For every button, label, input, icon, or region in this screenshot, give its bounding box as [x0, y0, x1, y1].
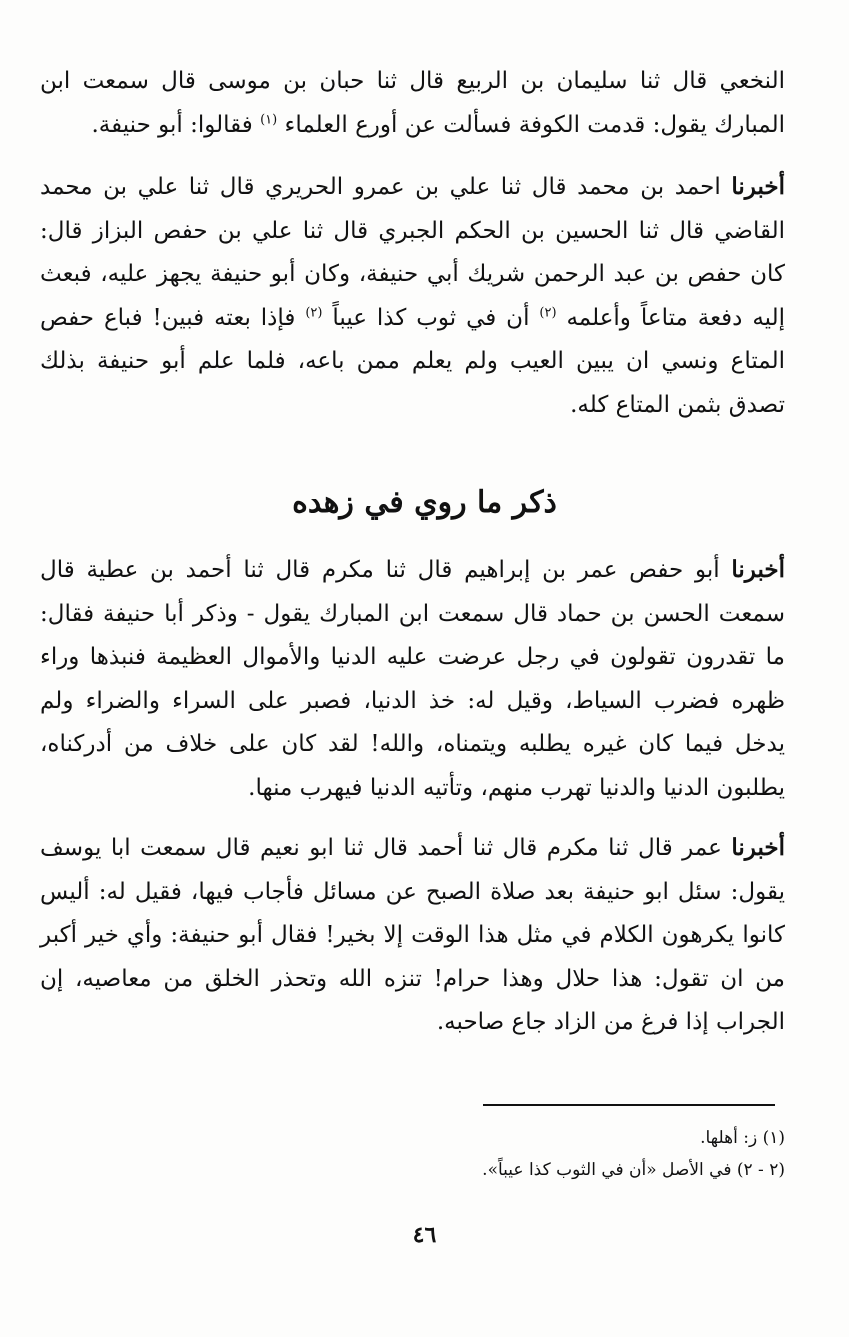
- paragraph-3-lead: أخبرنا: [731, 556, 785, 583]
- paragraph-2-text-b: أن في ثوب كذا عيباً: [332, 304, 530, 331]
- paragraph-3-text: أبو حفص عمر بن إبراهيم قال ثنا مكرم قال ثنا أحمد بن عطية قال سمعت الحسن بن حماد قال سمعت ابن المبارك يقول - وذكر أبا حنيفة فقال: ما تقدرون تقولون في رجل عرضت عليه الدنيا والأموال العظيمة فنبذها وراء ظهره فضرب السياط، وقيل له: خذ الدنيا، فصبر على السراء والضراء ولم يدخل فيما كان غيره يطلبه ويتمناه، والله! لقد كان على خلاف من أدركناه، يطلبون الدنيا والدنيا تهرب منهم، وتأتيه الدنيا فيهرب منها.: [40, 557, 785, 801]
- paragraph-1: [40, 60, 785, 147]
- section-heading: ذكر ما روي في زهده: [292, 485, 557, 520]
- paragraph-4-lead: أخبرنا: [731, 834, 785, 861]
- paragraph-4: [40, 826, 785, 1045]
- paragraph-1-text-a: النخعي قال ثنا سليمان بن الربيع قال ثنا حبان بن موسى قال سمعت ابن المبارك يقول: قدمت الكوفة فسألت عن أورع العلماء: [40, 68, 785, 138]
- paragraph-2-text-c: فإذا بعته فبين! فباع حفص المتاع ونسي ان يبين العيب ولم يعلم ممن باعه، فلما علم أبو حنيفة بذلك تصدق بثمن المتاع كله.: [40, 304, 785, 418]
- paragraph-2-text-a: احمد بن محمد قال ثنا علي بن عمرو الحريري قال ثنا علي بن محمد القاضي قال ثنا الحسين بن الحكم الجبري قال ثنا علي بن حفص البزاز قال: كان حفص بن عبد الرحمن شريك أبي حنيفة، وكان أبو حنيفة يجهز عليه، فبعث إليه دفعة متاعاً وأعلمه: [40, 174, 786, 331]
- footnote-2: (٢ - ٢) في الأصل «أن في الثوب كذا عيباً».: [482, 1160, 785, 1180]
- footnote-ref-1: (١): [260, 111, 278, 127]
- paragraph-3: [40, 548, 785, 810]
- footnote-1: (١) ز: أهلها.: [700, 1128, 785, 1148]
- page-number: ٤٦: [412, 1222, 437, 1248]
- paragraph-2: [40, 165, 785, 427]
- footnote-divider: [483, 1104, 775, 1106]
- paragraph-1-text-b: فقالوا: أبو حنيفة.: [91, 111, 253, 138]
- footnote-ref-2a: (٢): [539, 304, 557, 320]
- footnote-ref-2b: (٢): [305, 304, 323, 320]
- paragraph-2-lead: أخبرنا: [731, 173, 785, 200]
- paragraph-4-text: عمر قال ثنا مكرم قال ثنا أحمد قال ثنا ابو نعيم قال سمعت ابا يوسف يقول: سئل ابو حنيفة بعد صلاة الصبح عن مسائل فأجاب فيها، فقيل له: أليس كانوا يكرهون الكلام في مثل هذا الوقت إلا بخير! فقال أبو حنيفة: وأي خير أكبر من ان تقول: هذا حلال وهذا حرام! تنزه الله وتحذر الخلق من معاصيه، إن الجراب إذا فرغ من الزاد جاع صاحبه.: [40, 835, 785, 1035]
